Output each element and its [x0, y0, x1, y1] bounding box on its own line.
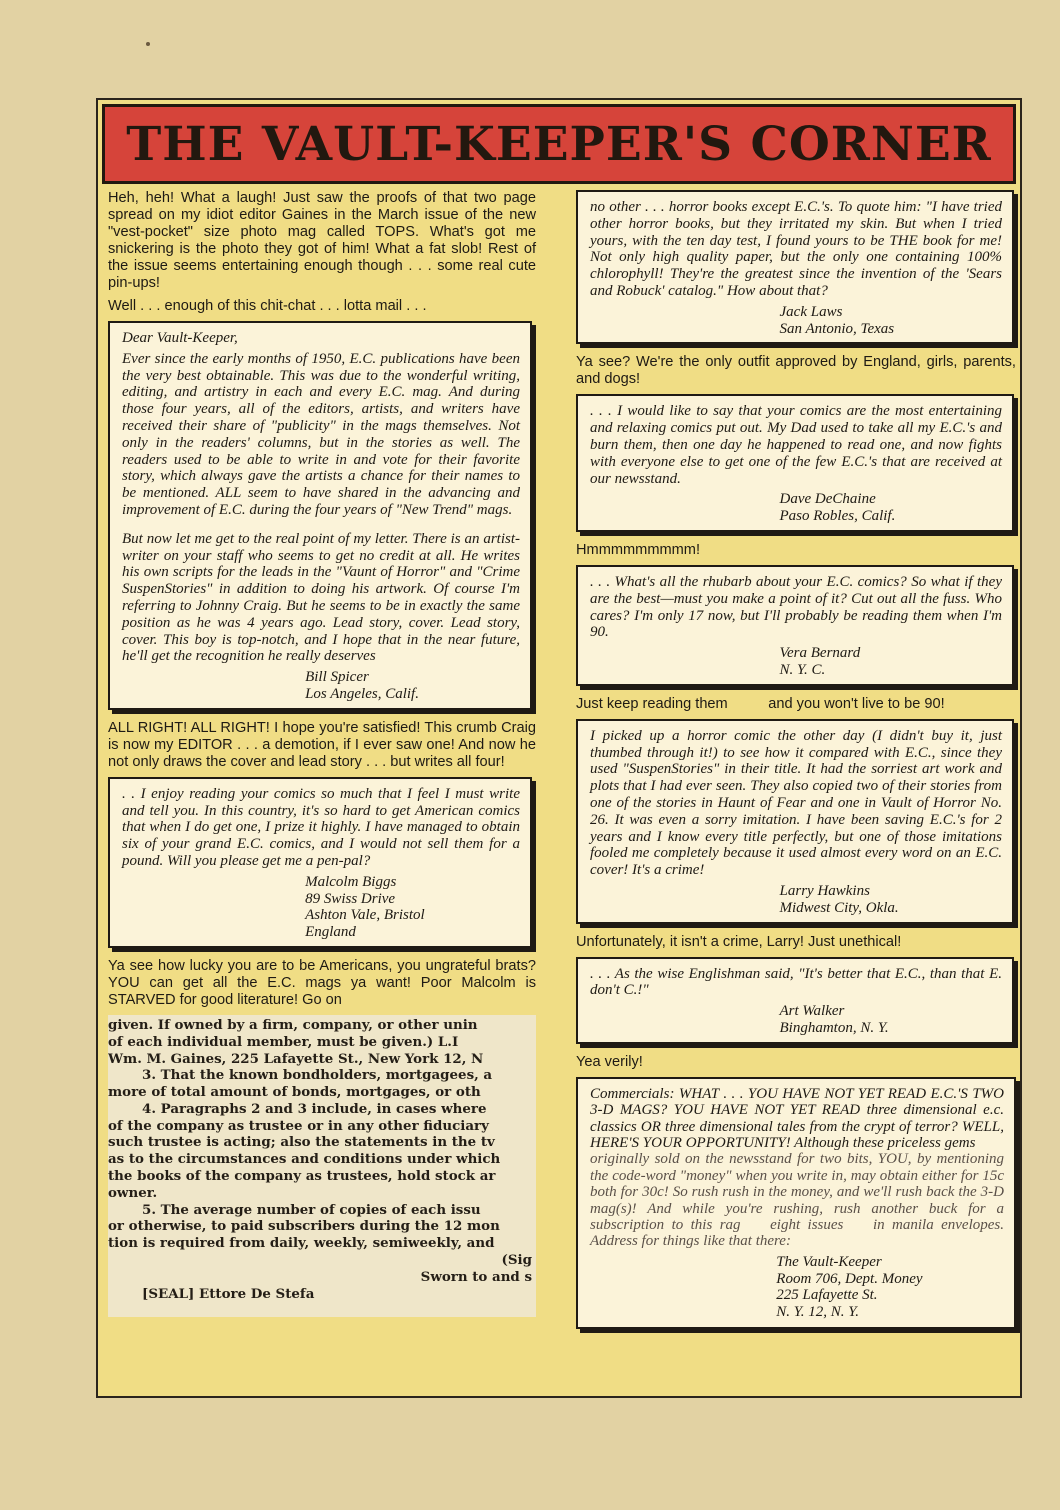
letter-signature [780, 491, 1002, 525]
statement-line: as to the circumstances and conditions under which [108, 1151, 501, 1168]
host-reply: Unfortunately, it isn't a crime, Larry! Just unethical! [576, 933, 902, 950]
letters-page [96, 98, 1022, 1398]
signer-name: Dave DeChaine [779, 491, 876, 508]
signer-place: Binghamton, N. Y. [779, 1019, 889, 1036]
commercial-box [576, 1077, 1019, 1329]
signer-place: N. Y. C. [779, 661, 826, 678]
mailing-address [776, 1254, 1004, 1321]
letter-bill-spicer [108, 321, 532, 710]
letter-salutation: Dear Vault-Keeper, [122, 330, 238, 346]
signer-place: Paso Robles, Calif. [779, 508, 896, 525]
statement-line: tion is required from daily, weekly, semiweekly, and [108, 1235, 495, 1252]
signer-place: Los Angeles, Calif. [305, 685, 419, 702]
page-title: THE VAULT-KEEPER'S CORNER [126, 116, 992, 172]
signer-name: Vera Bernard [779, 645, 861, 662]
letter-signature [305, 874, 520, 941]
statement-line: Wm. M. Gaines, 225 Lafayette St., New York 12, N [108, 1050, 484, 1067]
statement-line: such trustee is acting; also the statements in the tv [108, 1134, 495, 1151]
host-reply: Just keep reading them and you won't live to be 90! [576, 695, 945, 712]
statement-line: or otherwise, to paid subscribers during the 12 mon [108, 1218, 500, 1235]
statement-line: owner. [108, 1184, 158, 1201]
letter-paragraph: . . . I would like to say that your comics are the most entertaining and relaxing comics put out. My Dad used to take all my E.C.'s and burn them, then one day he happened to read one, and now fights with everyone else to get one of the few E.C.'s that are received at our newsstand. [590, 403, 1002, 487]
host-reply: ALL RIGHT! ALL RIGHT! I hope you're satisfied! This crumb Craig is now my EDITOR . . . a demotion, if I ever saw one! And now he not only draws the cover and lead story . . . but writes all four! [108, 719, 536, 770]
letter-paragraph: . . . As the wise Englishman said, "It's better that E.C., than that E. don't C.!" [590, 965, 1002, 999]
letter-dave-dechaine [576, 394, 1014, 532]
signer-place: San Antonio, Texas [779, 320, 895, 337]
statement-line: the books of the company as trustees, hold stock ar [108, 1168, 496, 1185]
print-speck [146, 42, 150, 46]
letter-signature [780, 645, 1002, 679]
signer-name: Jack Laws [779, 303, 843, 320]
signer-name: Bill Spicer [305, 669, 369, 686]
letter-signature [780, 883, 1002, 917]
host-intro-2: Well . . . enough of this chit-chat . . . lotta mail . . . [108, 298, 427, 314]
statement-line: of the company as trustee or in any other fiduciary [108, 1117, 489, 1134]
title-banner [102, 104, 1016, 184]
statement-line: (Sig [501, 1252, 532, 1269]
letter-signature [780, 304, 1002, 338]
letter-paragraph: But now let me get to the real point of my letter. There is an artist-writer on your staff who seems to get no credit at all. He writes his own scripts for the leads in the "Vaunt of Horror" and "Crime SuspenStories" in addition to doing his artwork. Of course I'm referring to Johnny Craig. But he seems to be in exactly the same position as he was 4 years ago. Lead story, cover. Lead story, cover. This boy is top-notch, and I hope that in the near future, he'll get the recognition he really deserves [122, 530, 520, 665]
host-reply: Ya see? We're the only outfit approved by England, girls, parents, and dogs! [576, 354, 1016, 388]
statement-line: more of total amount of bonds, mortgages, or oth [108, 1084, 481, 1101]
host-reply: Hmmmmmmmmm! [576, 541, 701, 558]
statement-line: [SEAL] Ettore De Stefa [142, 1285, 315, 1302]
statement-line: 3. That the known bondholders, mortgagees, a [142, 1067, 493, 1084]
letter-paragraph: . . I enjoy reading your comics so much that I feel I must write and tell you. In this country, it's so hard to get American comics that when I do get one, I prize it highly. I have managed to obtain six of your grand E.C. comics, and I would not sell them for a pound. Will you please get me a pen-pal? [122, 785, 520, 869]
address-line: 225 Lafayette St. [776, 1287, 878, 1304]
statement-line: given. If owned by a firm, company, or other unin [108, 1016, 478, 1033]
left-column [108, 190, 536, 1317]
signer-address: England [305, 924, 356, 941]
ownership-statement [108, 1015, 536, 1317]
letter-malcolm-biggs [108, 777, 532, 948]
signer-address: Ashton Vale, Bristol [305, 907, 425, 924]
letter-larry-hawkins [576, 719, 1014, 924]
signer-place: Midwest City, Okla. [779, 899, 899, 916]
letter-paragraph: Ever since the early months of 1950, E.C. publications have been the very best obtainable. This was due to the wonderful writing, editing, and artistry in each and every E.C. mag. And during those four years, all of the editors, artists, and writers have received their share of "publicity" in the mags themselves. Not only in the readers' columns, but in the stories as well. The readers used to be able to write in and vote for their favorite story, which always gave the artists a chance for their names to be mentioned. ALL seem to have shared in the advancing and improvement of E.C. during the four years of "New Trend" mags. [122, 350, 520, 518]
letter-signature [780, 1003, 1002, 1037]
letter-vera-bernard [576, 565, 1014, 686]
letter-jack-laws [576, 190, 1014, 344]
signer-name: Art Walker [779, 1003, 845, 1020]
right-column [576, 190, 1019, 1329]
address-line: N. Y. 12, N. Y. [776, 1304, 859, 1321]
address-line: Room 706, Dept. Money [776, 1270, 923, 1287]
statement-line: 5. The average number of copies of each issu [142, 1201, 481, 1218]
commercial-text: Commercials: WHAT . . . YOU HAVE NOT YET READ E.C.'S TWO 3-D MAGS? YOU HAVE NOT YET READ three dimensional e.c. classics OR three dimensional tales from the crypt of terror? WELL, HERE'S YOUR OPPORTUNITY! Although these priceless gems [590, 1085, 1004, 1151]
commercial-text: originally sold on the newsstand for two bits, YOU, by mentioning the code-word "money" when you write in, may obtain either for 15c both for 30c! So rush rush in the money, and we'll rush back the 3-D mag(s)! And while you're rushing, rush another buck for a subscription to this rag eight issues in manila envelopes. Address for things like that there: [590, 1151, 1019, 1250]
letter-paragraph: I picked up a horror comic the other day (I didn't buy it, just thumbed through it!) to see how it compared with E.C., since they used "SuspenStories" in their title. It had the sorriest art work and plots that I had ever seen. They also copied two of their stories from one of the stories in Haunt of Fear and one in Vault of Horror No. 26. It was even a sorry imitation. I have been saving E.C.'s for 2 years and I know every title perfectly, but one of those imitations fooled me completely because it used almost every word on an E.C. cover! It's a crime! [590, 727, 1002, 879]
signer-name: Malcolm Biggs [305, 873, 397, 890]
address-line: The Vault-Keeper [776, 1253, 882, 1270]
host-intro: Heh, heh! What a laugh! Just saw the proofs of that two page spread on my idiot editor Gaines in the March issue of the new "vest-pocket" size photo mag called TOPS. What's got me snickering is the photo they got of him! What a fat slob! Rest of the issue seems entertaining enough though . . . some real cute pin-ups! [108, 190, 536, 291]
statement-line: 4. Paragraphs 2 and 3 include, in cases where [142, 1100, 487, 1117]
letter-art-walker [576, 957, 1014, 1044]
signer-address: 89 Swiss Drive [305, 890, 396, 907]
statement-line: Sworn to and s [420, 1268, 532, 1285]
letter-paragraph: no other . . . horror books except E.C.'s. To quote him: "I have tried other horror books, but they irritated my skin. But when I tried yours, with the ten day test, I found yours to be THE book for me! Not only high quality paper, but the only one containing 100% chlorophyll! They're the greatest since the invention of the 'Sears and Robuck' catalog." How about that? [590, 199, 1002, 299]
signer-name: Larry Hawkins [779, 882, 870, 899]
host-reply: Ya see how lucky you are to be Americans, you ungrateful brats? YOU can get all the E.C. mags ya want! Poor Malcolm is STARVED for good literature! Go on [108, 957, 536, 1008]
letter-signature [305, 669, 520, 703]
host-reply: Yea verily! [576, 1053, 643, 1070]
letter-paragraph: . . . What's all the rhubarb about your E.C. comics? So what if they are the best—must you make a point of it? Cut out all the fuss. Who cares? I'm only 17 now, but I'll probably be reading them when I'm 90. [590, 573, 1002, 641]
statement-line: of each individual member, must be given.) L.I [108, 1033, 459, 1050]
